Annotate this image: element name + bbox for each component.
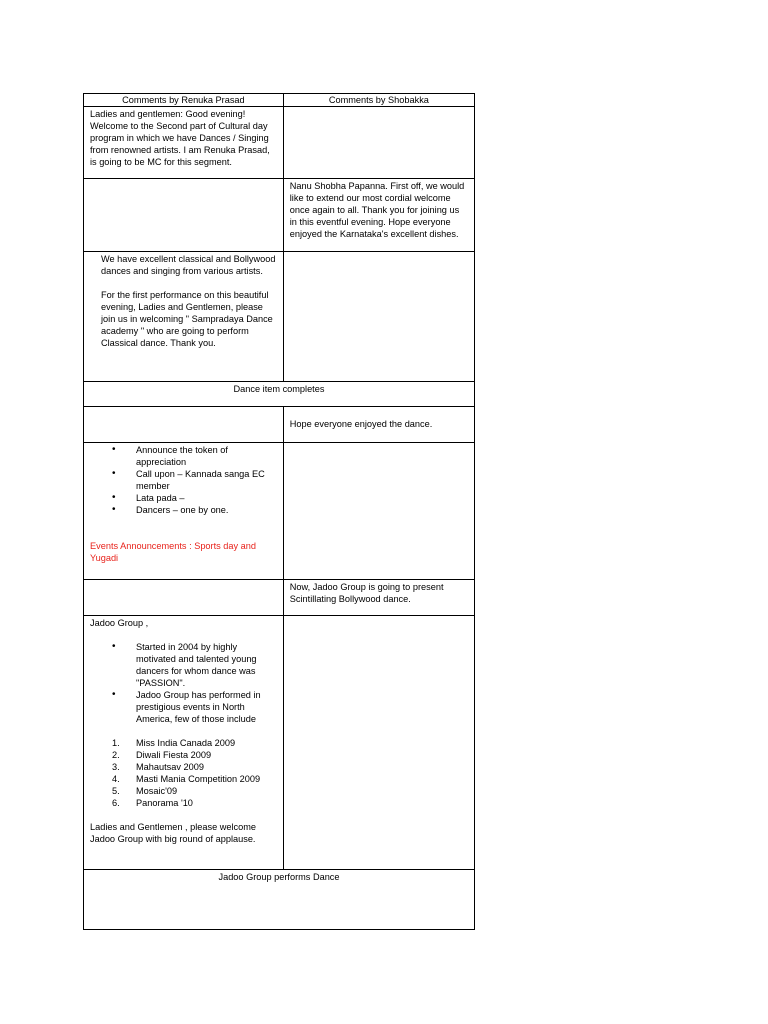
enjoyed-dance-cell: Hope everyone enjoyed the dance. [283,407,474,443]
table-row [84,407,475,443]
jadoo-intro-cell [84,616,284,870]
header-row [84,94,475,107]
table-row [84,107,475,179]
list-item: 1. Miss India Canada 2009 [112,738,236,748]
empty-cell [283,616,474,870]
jadoo-bullet-list [90,641,277,725]
empty-cell [283,252,474,382]
events-list [90,737,277,809]
table-row [84,870,475,930]
list-item: 6. Panorama '10 [112,798,193,808]
table-row [84,382,475,407]
list-item: • Started in 2004 by highly motivated and talented young dancers for whom dance was "PASSION". [136,641,277,689]
jadoo-present-cell: Now, Jadoo Group is going to present Scintillating Bollywood dance. [283,580,474,616]
jadoo-title: Jadoo Group , [90,618,149,628]
list-item: • Announce the token of appreciation [136,444,277,468]
list-item: • Call upon – Kannada sanga EC member [136,468,277,492]
events-announcement: Events Announcements : Sports day and Yugadi [90,541,256,563]
empty-cell [84,580,284,616]
sampradaya-paragraph: For the first performance on this beautiful evening, Ladies and Gentlemen, please join us in welcoming " Sampradaya Dance academy " who are going to perform Classical dance. Thank you. [101,290,273,348]
table-row [84,443,475,580]
table-row [84,179,475,252]
empty-cell [283,107,474,179]
list-item: • Jadoo Group has performed in prestigious events in North America, few of those include [136,689,277,725]
table-row [84,580,475,616]
list-item: 4. Masti Mania Competition 2009 [112,774,261,784]
dance-complete-cell: Dance item completes [84,382,475,407]
classical-intro-cell [84,252,284,382]
comments-table [83,93,475,930]
table-row [84,252,475,382]
shobha-intro-cell: Nanu Shobha Papanna. First off, we would like to extend our most cordial welcome once again to all. Thank you for joining us in this eventful evening. Hope everyone enjoyed the Karnataka's excellent dishes. [283,179,474,252]
intro-paragraph: We have excellent classical and Bollywood dances and singing from various artists. [101,254,276,276]
jadoo-welcome: Ladies and Gentlemen , please welcome Jadoo Group with big round of applause. [90,822,256,844]
table-row [84,616,475,870]
jadoo-performs-cell: Jadoo Group performs Dance [84,870,475,930]
header-renuka: Comments by Renuka Prasad [84,94,284,107]
list-item: 5. Mosaic'09 [112,786,178,796]
list-item: 2. Diwali Fiesta 2009 [112,750,212,760]
empty-cell [84,179,284,252]
announcement-list [90,444,277,516]
empty-cell [84,407,284,443]
list-item: • Lata pada – [136,492,277,504]
empty-cell [283,443,474,580]
header-shobakka: Comments by Shobakka [283,94,474,107]
list-item: 3. Mahautsav 2009 [112,762,204,772]
list-item: • Dancers – one by one. [136,504,277,516]
announcements-cell [84,443,284,580]
welcome-cell: Ladies and gentlemen: Good evening! Welcome to the Second part of Cultural day program in which we have Dances / Singing from renowned artists. I am Renuka Prasad, is going to be MC for this segment. [84,107,284,179]
